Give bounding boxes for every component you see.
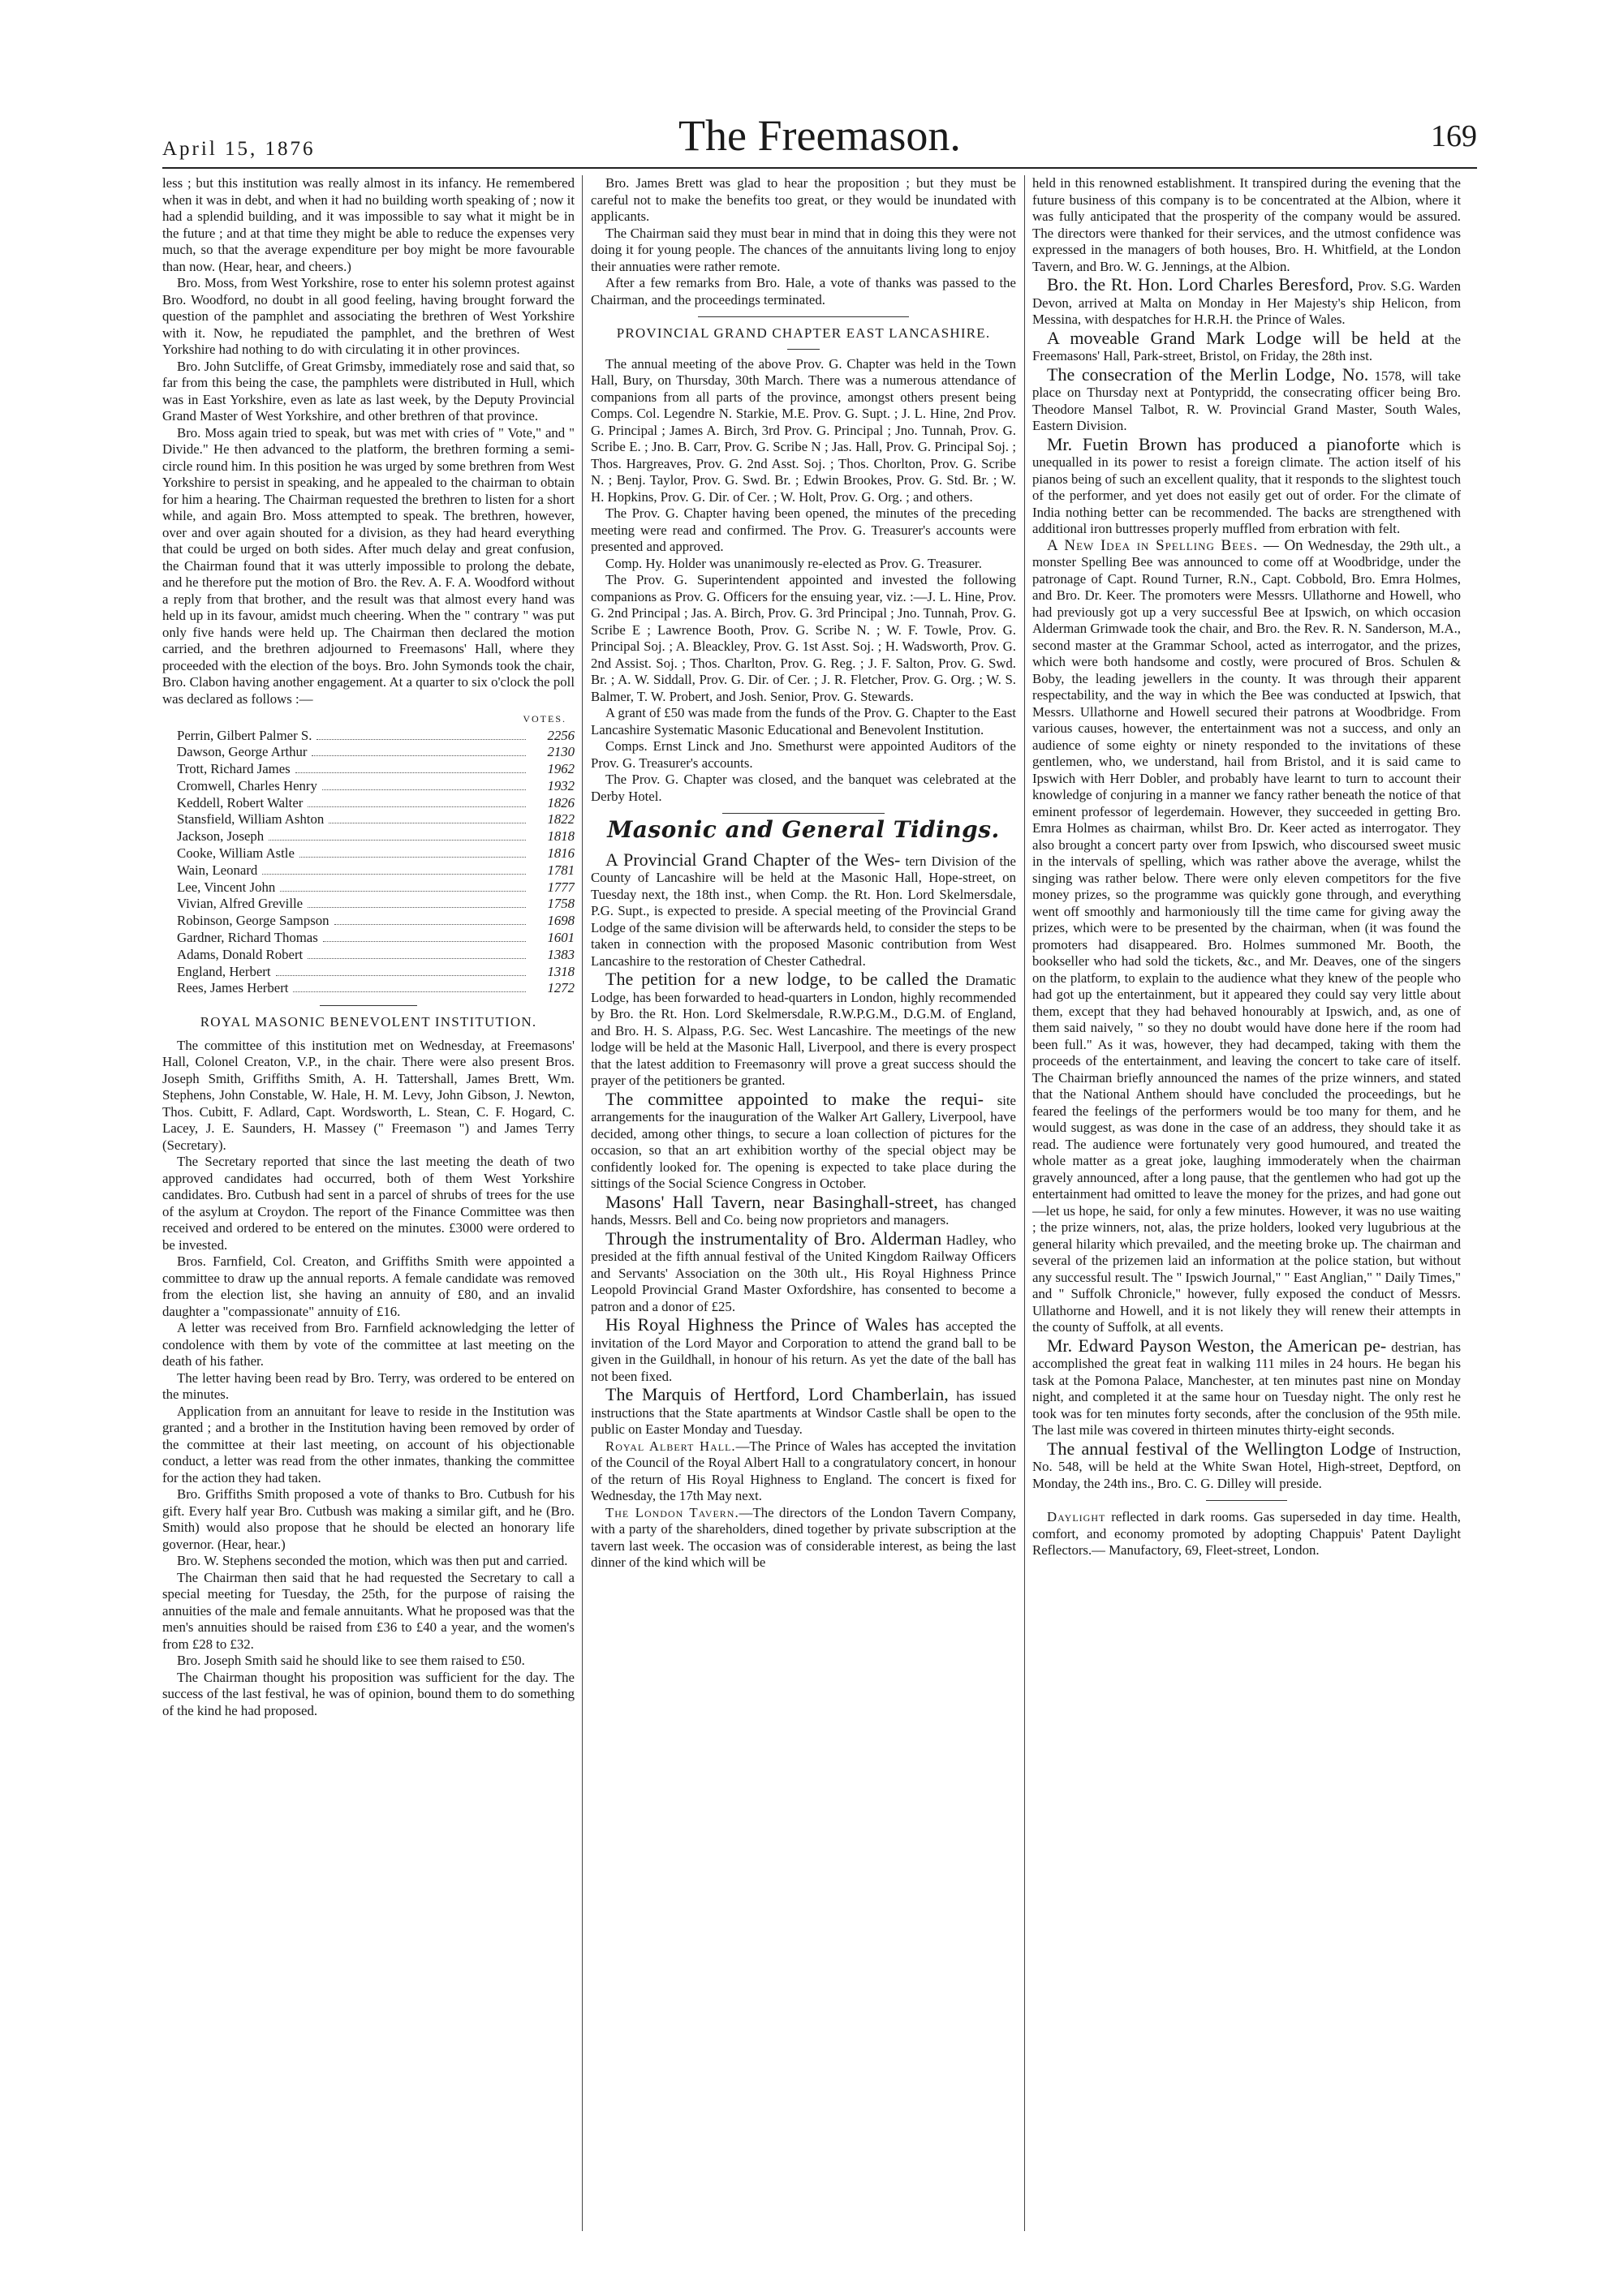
paragraph: After a few remarks from Bro. Hale, a vote of thanks was passed to the Chairman, and the proceedings terminated. — [591, 275, 1016, 307]
poll-row — [162, 811, 575, 828]
candidate-name: Dawson, George Arthur — [177, 744, 308, 760]
item-lead: Daylight — [1047, 1509, 1106, 1524]
poll-row — [162, 930, 575, 947]
poll-row — [162, 744, 575, 761]
paragraph: The annual meeting of the above Prov. G. Chapter was held in the Town Hall, Bury, on Thursday, 30th March. There was a numerous attendance of companions from all parts of the province, amongst others present being Comps. Col. Legendre N. Starkie, M.E. Prov. G. Supt. ; J. L. Hine, 2nd Prov. G. Principal ; James A. Birch, 3rd Prov. G. Principal ; Jno. Tunnah, Prov. G. Scribe E. ; Jno. B. Carr, Prov. G. Scribe N ; Jas. Hall, Prov. G. Principal Soj. ; Thos. Hargreaves, Prov. G. 2nd Asst. Soj. ; Thos. Chorlton, Prov. G. Scribe N. ; Benj. Taylor, Prov. G. Swd. Br. ; Edwin Brookes, Prov. G. Std. Br. ; W. H. Hopkins, Prov. G. Dir. of Cer. ; W. Holt, Prov. G. Org. ; and others. — [591, 355, 1016, 505]
candidate-name: Gardner, Richard Thomas — [177, 930, 318, 946]
item-lead: The London Tavern. — [605, 1504, 739, 1520]
poll-row — [162, 913, 575, 930]
item-text: Wednesday, the 29th ult., a monster Spelling Bee was announced to come off at Woodbridge, under the patronage of Capt. Round Turner, R.N., Capt. Cobbold, Bro. Emra Holmes, and Bro. Dr. Keer. The promoters were Messrs. Ullathorne and Howell, who had previously got up a very successful Bee at Ipswich, on which occasion Alderman Grimwade took the chair, and Bro. the Rev. R. N. Sanderson, M.A., second master at the Grammar School, acted as interrogator, and the prizes, which were both handsome and costly, were procured of Bros. Schulen & Boby, the leading jewellers in the county. It was through their apparent respectability, and the way in which the Bee was conducted at Ipswich, that Messrs. Ullathorne and Howell secured their patrons at Woodbridge. From various causes, however, the entertainment was not a success, and only an audience of some eighty or ninety responded to the invitations of these gentlemen, who, we understand, hail from Bristol, and it is said came to Ipswich with Herr Dobler, and probably have learnt to turn to account their knowledge of conjuring in a manner we fancy rather beneath the notice of that eminent professor of legerdemain. However, they succeeded in getting Bro. Emra Holmes as chairman, whilst Bro. Dr. Keer acted as interrogator. They also brought a concert party over from Ipswich, who discoursed sweet music in the intervals of spelling, which was rather above the average, whilst the singing was rather below. There were only eleven competitors for the five money prizes, so the programme was quickly gone through, and everything went off smoothly and harmoniously till the time came for giving away the prizes, which were to be presented by the chairman, when (it was found the promoters had disappeared. Bro. Holmes summoned Mr. Booth, the bookseller who had sold the tickets, &c., and Mr. Deaves, one of the singers on the platform, to explain to the audience what they knew of the people who had got up the entertainment, but it appeared they could say very little about them, except that they had behaved honourably at Ipswich, and, as one of them said naively, " so they no doubt would have done here if the room had been full." As it was, however, they had decamped, taking with them the proceeds of the entertainment, and leaving the concert to take care of itself. The Chairman briefly announced the names of the prize winners, and stated that the National Anthem should have concluded the proceedings, but he feared the feelings of the performers would be too many for them, and he would suggest, as was done in the case of an address, they should take it as read. The audience were fortunately very good humoured, and treated the whole matter as a great joke, laughing immoderately when the chairman gravely announced, after a long pause, that the gentlemen who had got up the entertainment had omitted to leave the money for the prizes, and had gone out—let us hope, he said, for only a few minutes. However, it was no use waiting ; the prize winners, not, alas, the prize holders, looked very lugubrious at the general hilarity which prevailed, and the meeting broke up. The chairman and several of the prizemen laid an information at the police station, but without any successful result. The " Ipswich Journal," " East Anglian," " Daily Times," and " Suffolk Chronicle," however, fully exposed the conduct of Messrs. Ullathorne and Howell, and it is not likely they will renew their attempts in the county of Suffolk, at all events. — [1032, 537, 1461, 1335]
item-text: accepted the invitation of the Lord Mayor and Corporation to attend the grand ball to be given in the Guildhall, in honour of his return. As yet the date of the ball has not been fixed. — [591, 1318, 1016, 1384]
paragraph: Comp. Hy. Holder was unanimously re-elected as Prov. G. Treasurer. — [605, 555, 982, 571]
poll-results — [162, 711, 575, 997]
masthead-title: The Freemason. — [678, 111, 961, 160]
item-lead: The consecration of the Merlin Lodge, No. — [1047, 363, 1369, 385]
paragraph: Bro. W. Stephens seconded the motion, which was then put and carried. — [177, 1553, 568, 1569]
candidate-name: Cooke, William Astle — [177, 845, 295, 862]
item-lead: Mr. Fuetin Brown has produced a pianoforte — [1047, 433, 1400, 454]
paragraph: The Prov. G. Chapter was closed, and the banquet was celebrated at the Derby Hotel. — [591, 772, 1016, 804]
news-item — [591, 1193, 1016, 1229]
section-divider — [698, 316, 909, 317]
vote-count: 2256 — [547, 727, 575, 743]
item-lead: A Provincial Grand Chapter of the Wes- — [605, 849, 901, 870]
paragraph: less ; but this institution was really almost in its infancy. He remembered when it was in debt, and when it had no building worth speaking of ; now it had a splendid building, and it was impossible to say what it might be in the future ; and at that time they might be able to reduce the expenses very much, so that the average expenditure per boy might be more favourable than now. (Hear, hear, and cheers.) — [162, 175, 575, 274]
paragraph: Bro. Moss again tried to speak, but was met with cries of " Vote," and " Divide." He then advanced to the platform, the brethren forming a semi-circle round him. In this position he was urged by some brethren from West Yorkshire to persist in speaking, and he appealed to the chairman to obtain for him a hearing. The Chairman requested the brethren to listen for a short while, and again Bro. Moss attempted to speak. The brethren, however, over and over again shouted for a division, as they had heard everything that could be urged on both sides. After much delay and great confusion, the Chairman found that it was utterly impossible to prolong the debate, and he therefore put the motion of Bro. the Rev. A. F. A. Woodford without a reply from that brother, and the result was that almost every hand was held up in its favour, amidst much cheering. When the " contrary " was put only five hands were held up. The Chairman then declared the motion carried, and the brethren adjourned to Freemasons' Hall, where they proceeded with the election of the boys. Bro. John Symonds took the chair, Bro. Clabon having another engagement. At a quarter to six o'clock the poll was declared as follows :— — [162, 424, 575, 707]
item-lead: Masons' Hall Tavern, near Basinghall-street, — [605, 1191, 938, 1212]
paragraph: The Chairman said they must bear in mind that in doing this they were not doing it for young people. The chances of the annuitants living long to enjoy their annuaties were rather remote. — [591, 225, 1016, 274]
news-item — [591, 1229, 1016, 1316]
news-item — [1032, 275, 1461, 329]
column-divider — [582, 175, 583, 2231]
paragraph: Bros. Farnfield, Col. Creaton, and Griffiths Smith were appointed a committee to draw up the annual reports. A female candidate was removed from the election list, she having an annuity of £80, and an invalid daughter a "compassionate" annuity of £16. — [162, 1253, 575, 1319]
item-lead: Through the instrumentality of Bro. Alderman — [605, 1228, 942, 1249]
candidate-name: Keddell, Robert Walter — [177, 794, 304, 810]
paragraph: The letter having been read by Bro. Terry, was ordered to be entered on the minutes. — [162, 1369, 575, 1403]
candidate-name: Perrin, Gilbert Palmer S. — [177, 727, 312, 743]
poll-row — [162, 980, 575, 997]
item-text: reflected in dark rooms. Gas superseded in day time. Health, comfort, and economy promoted by adopting Chappuis' Patent Daylight Reflectors.— Manufactory, 69, Fleet-street, London. — [1032, 1509, 1461, 1558]
candidate-name: Stansfield, William Ashton — [177, 811, 325, 828]
section-heading: ROYAL MASONIC BENEVOLENT INSTITUTION. — [200, 1014, 537, 1030]
poll-row — [162, 828, 575, 845]
column-1 — [162, 175, 575, 2264]
item-text: which is unequalled in its power to resist a foreign climate. The action itself of his pianos being of such an excellent quality, that it responds to the slightest touch of the performer, and yet does not easily get out of order. For the climate of India nothing better can be recommended. The backs are strengthened with additional iron buttresses properly muffled from erbration with felt. — [1032, 437, 1461, 536]
paragraph: Bro. Moss, from West Yorkshire, rose to enter his solemn protest against Bro. Woodford, no doubt in all good feeling, having brought forward the question of the pamphlet and associating the brethren of West Yorkshire with it. Now, he repudiated the pamphlet, and the brethren of West Yorkshire had nothing to do with circulating it in other provinces. — [162, 275, 575, 357]
paragraph: Bro. Joseph Smith said he should like to see them raised to £50. — [177, 1653, 525, 1669]
paragraph: Comps. Ernst Linck and Jno. Smethurst were appointed Auditors of the Prov. G. Treasurer's accounts. — [591, 738, 1016, 771]
news-item — [591, 1438, 1016, 1505]
item-text: —The directors of the London Tavern Company, with a party of the shareholders, dined together by private subscription at the tavern last week. The occasion was of considerable interest, as being the last dinner of the kind which will be — [591, 1504, 1016, 1570]
poll-row — [162, 896, 575, 913]
paragraph: Application from an annuitant for leave to reside in the Institution was granted ; and a brother in the Institution having been removed by order of the committee at their last meeting, on account of his objectionable conduct, a letter was read from the other inmates, thanking the committee for the action they had taken. — [162, 1403, 575, 1486]
vote-count: 1698 — [547, 913, 575, 929]
heading-rule — [787, 349, 820, 350]
poll-row — [162, 778, 575, 795]
candidate-name: Vivian, Alfred Greville — [177, 896, 304, 912]
poll-row — [162, 845, 575, 862]
column-divider — [1024, 175, 1025, 2231]
item-text: —The Prince of Wales has accepted the invitation of the Council of the Royal Albert Hall to a congratulatory concert, in honour of the return of His Royal Highness to England. The concert is fixed for Wednesday, the 17th May next. — [591, 1438, 1016, 1503]
item-text: 1578, will take place on Thursday next at Pontypridd, the consecrating officer being Bro. Theodore Mansel Talbot, R. W. Provincial Grand Master, South Wales, Eastern Division. — [1032, 368, 1461, 433]
paragraph: A letter was received from Bro. Farnfield acknowledging the letter of condolence with them by vote of the committee at last meeting on the death of his father. — [162, 1320, 575, 1369]
paragraph: The Prov. G. Chapter having been opened, the minutes of the preceding meeting were read and confirmed. The Prov. G. Treasurer's accounts were presented and approved. — [591, 505, 1016, 554]
vote-count: 1777 — [547, 879, 575, 895]
item-text: Prov. S.G. Warden Devon, arrived at Malta on Monday in Her Majesty's ship Helicon, from Messina, with despatches for H.R.H. the Prince of Wales. — [1032, 278, 1461, 327]
news-item — [591, 850, 1016, 970]
candidate-name: Cromwell, Charles Henry — [177, 777, 317, 793]
poll-row — [162, 964, 575, 981]
candidate-name: England, Herbert — [177, 963, 271, 979]
item-text: Dramatic Lodge, has been forwarded to head-quarters in London, highly recommended by Bro. the Rt. Hon. Lord Skelmersdale, R.W.P.G.M., D.G.M. of England, and Bro. H. S. Alpass, P.G. Sec. West Lancashire. The meetings of the new lodge will be held at the Masonic Hall, Liverpool, and there is every prospect that the latest addition to Freemasonry will prove a great success should the prayer of the petitioners be granted. — [591, 973, 1016, 1088]
section-heading: PROVINCIAL GRAND CHAPTER EAST LANCASHIRE. — [616, 325, 991, 341]
paragraph: Bro. John Sutcliffe, of Great Grimsby, immediately rose and said that, so far from this being the case, the pamphlets were distributed in Hull, which was in East Yorkshire, even as late as last week, by the Deputy Provincial Grand Master of West Yorkshire, and other brethren of that province. — [162, 358, 575, 424]
paragraph: The Chairman thought his proposition was sufficient for the day. The success of the last festival, he was of opinion, bound them to do something of the kind he had proposed. — [162, 1669, 575, 1718]
vote-count: 1816 — [547, 845, 575, 862]
news-item — [1032, 1336, 1461, 1439]
section-divider — [320, 1005, 417, 1006]
item-text: of Instruction, No. 548, will be held at the White Swan Hotel, High-street, Deptford, on Monday, the 24th ins., Bro. C. G. Dilley will preside. — [1032, 1442, 1461, 1491]
paragraph: A grant of £50 was made from the funds of the Prov. G. Chapter to the East Lancashire Systematic Masonic Educational and Benevolent Institution. — [591, 705, 1016, 737]
item-dash: — On — [1258, 536, 1303, 554]
page-number: 169 — [1431, 119, 1477, 153]
item-lead: His Royal Highness the Prince of Wales has — [605, 1314, 940, 1335]
vote-count: 1383 — [547, 946, 575, 962]
vote-count: 1962 — [547, 761, 575, 777]
paragraph: The Chairman then said that he had requested the Secretary to call a special meeting for Tuesday, the 25th, for the purpose of raising the annuities of the male and female annuitants. What he proposed was that the men's annuities should be raised from £36 to £40 a year, and the women's from £28 to £32. — [162, 1569, 575, 1652]
item-text: has changed hands, Messrs. Bell and Co. being now proprietors and managers. — [591, 1195, 1016, 1228]
paragraph: Bro. James Brett was glad to hear the proposition ; but they must be careful not to make the benefits too great, or they would be inundated with applicants. — [591, 175, 1016, 224]
item-lead: Mr. Edward Payson Weston, the American pe- — [1047, 1335, 1387, 1356]
news-item — [591, 1385, 1016, 1438]
poll-row — [162, 728, 575, 745]
section-divider — [1206, 1500, 1287, 1501]
news-item — [1032, 435, 1461, 538]
vote-count: 1781 — [547, 862, 575, 878]
votes-header: VOTES. — [523, 713, 566, 724]
item-lead: A moveable Grand Mark Lodge will be held at — [1047, 327, 1435, 348]
page-header — [162, 111, 1477, 164]
item-lead: The committee appointed to make the requi- — [605, 1088, 984, 1109]
news-item — [1032, 329, 1461, 365]
candidate-name: Robinson, George Sampson — [177, 913, 329, 929]
item-text: has issued instructions that the State apartments at Windsor Castle shall be open to the public on Easter Monday and Tuesday. — [591, 1388, 1016, 1437]
item-text: the Freemasons' Hall, Park-street, Bristol, on Friday, the 28th inst. — [1032, 331, 1461, 363]
vote-count: 1822 — [547, 811, 575, 828]
news-item — [591, 1315, 1016, 1385]
vote-count: 2130 — [547, 744, 575, 760]
item-text: site arrangements for the inauguration of the Walker Art Gallery, Liverpool, have decided, among other things, to secure a loan collection of pictures for the occasion, so that an art exhibition worthy of the special object may be confidently looked for. The opening is expected to take place during the sittings of the Social Science Congress in October. — [591, 1092, 1016, 1191]
news-item — [1032, 538, 1461, 1336]
section-heading: Masonic and General Tidings. — [607, 816, 1000, 843]
paragraph: The Secretary reported that since the last meeting the death of two approved candidates had occurred, both of them West Yorkshire candidates. Bro. Cutbush had sent in a parcel of shrubs of trees for the use of the asylum at Croydon. The report of the Finance Committee was then received and ordered to be entered on the minutes. £3000 were ordered to be invested. — [162, 1154, 575, 1253]
candidate-name: Lee, Vincent John — [177, 879, 276, 895]
item-lead: The Marquis of Hertford, Lord Chamberlain, — [605, 1384, 949, 1404]
column-3 — [1032, 175, 1461, 2264]
item-lead: Bro. the Rt. Hon. Lord Charles Beresford, — [1047, 274, 1354, 295]
item-text: tern Division of the County of Lancashire will be held at the Masonic Hall, Hope-street, on Tuesday next, the 18th inst., when Comp. the Rt. Hon. Lord Skelmersdale, P.G. Supt., is expected to preside. A special meeting of the Provincial Grand Lodge of the same division will be afterwards held, to consider the steps to be taken in connection with the proposed Masonic contribution from West Lancashire to the restoration of Chester Cathedral. — [591, 853, 1016, 969]
news-item — [591, 1090, 1016, 1193]
news-item — [1032, 1439, 1461, 1493]
news-item — [1032, 365, 1461, 435]
item-lead: A New Idea in Spelling Bees. — [1047, 536, 1259, 554]
vote-count: 1758 — [547, 896, 575, 912]
poll-row — [162, 879, 575, 896]
vote-count: 1826 — [547, 794, 575, 810]
vote-count: 1818 — [547, 828, 575, 845]
poll-row — [162, 795, 575, 812]
paragraph: The committee of this institution met on Wednesday, at Freemasons' Hall, Colonel Creaton, V.P., in the chair. There were also present Bros. Joseph Smith, Griffiths Smith, A. H. Tattershall, James Brett, Wm. Stephens, John Constable, W. Hale, H. M. Levy, John Gibson, J. Newton, Thos. Cubitt, F. Adlard, Capt. Wordsworth, L. Stean, C. F. Hogard, C. Lacey, J. E. Saunders, H. Massey (" Freemason ") and James Terry (Secretary). — [162, 1037, 575, 1153]
vote-count: 1601 — [547, 930, 575, 946]
news-item — [591, 970, 1016, 1090]
vote-count: 1272 — [547, 980, 575, 996]
vote-count: 1318 — [547, 963, 575, 979]
header-rule — [162, 167, 1477, 169]
candidate-name: Rees, James Herbert — [177, 980, 289, 996]
poll-row — [162, 862, 575, 879]
item-lead: The annual festival of the Wellington Lodge — [1047, 1438, 1376, 1459]
item-text: Hadley, who presided at the fifth annual festival of the United Kingdom Railway Officers and Servants' Association on the 30th ult., His Royal Highness Prince Leopold Provincial Grand Master Oxfordshire, has consented to become a patron and a donor of £25. — [591, 1232, 1016, 1314]
item-text: destrian, has accomplished the great feat in walking 111 miles in 24 hours. He began his task at the Pomona Palace, Manchester, at ten minutes past nine on Monday night, and completed it at the same hour on Tuesday night. The only rest he took was for ten minutes forty seconds, after the conclusion of the 95th mile. The last mile was covered in thirteen minutes thirty-eight seconds. — [1032, 1339, 1461, 1438]
advertisement — [1032, 1509, 1461, 1559]
paragraph: The Prov. G. Superintendent appointed and invested the following companions as Prov. G. Officers for the ensuing year, viz. :—J. L. Hine, Prov. G. 2nd Principal ; Jas. A. Birch, Prov. G. 3rd Principal ; Jno. Tunnah, Prov. G. Scribe E ; Lawrence Booth, Prov. G. Scribe N. ; W. F. Towle, Prov. G. Principal Soj. ; A. Bleackley, Prov. G. 1st Asst. Soj. ; H. Wadsworth, Prov. G. 2nd Assist. Soj. ; Thos. Charlton, Prov. G. Reg. ; J. F. Salton, Prov. G. Swd. Br. ; A. W. Siddall, Prov. G. Dir. of Cer. ; J. R. Fletcher, Prov. G. Org. ; W. S. Balmer, T. W. Probert, and Josh. Senior, Prov. G. Stewards. — [591, 572, 1016, 704]
candidate-name: Trott, Richard James — [177, 761, 291, 777]
item-lead: The petition for a new lodge, to be called the — [605, 969, 958, 989]
candidate-name: Adams, Donald Robert — [177, 946, 304, 962]
vote-count: 1932 — [547, 777, 575, 793]
candidate-name: Wain, Leonard — [177, 862, 258, 878]
item-lead: Royal Albert Hall. — [605, 1438, 736, 1454]
issue-date: April 15, 1876 — [162, 138, 316, 160]
section-divider — [722, 813, 885, 814]
poll-row — [162, 947, 575, 964]
news-item — [591, 1505, 1016, 1572]
paragraph: held in this renowned establishment. It transpired during the evening that the future business of this company is to be concentrated at the Albion, where it was fully anticipated that the prosperity of the company would be assured. The directors were thanked for their services, and the utmost confidence was expressed in the managers of both houses, Bro. H. Whitfield, at the London Tavern, and Bro. W. G. Jennings, at the Albion. — [1032, 175, 1461, 274]
paragraph: Bro. Griffiths Smith proposed a vote of thanks to Bro. Cutbush for his gift. Every half year Bro. Cutbush was making a similar gift, and he (Bro. Smith) would also propose that he should be elected an honorary life governor. (Hear, hear.) — [162, 1486, 575, 1552]
poll-row — [162, 761, 575, 778]
column-2 — [591, 175, 1016, 2264]
candidate-name: Jackson, Joseph — [177, 828, 265, 845]
